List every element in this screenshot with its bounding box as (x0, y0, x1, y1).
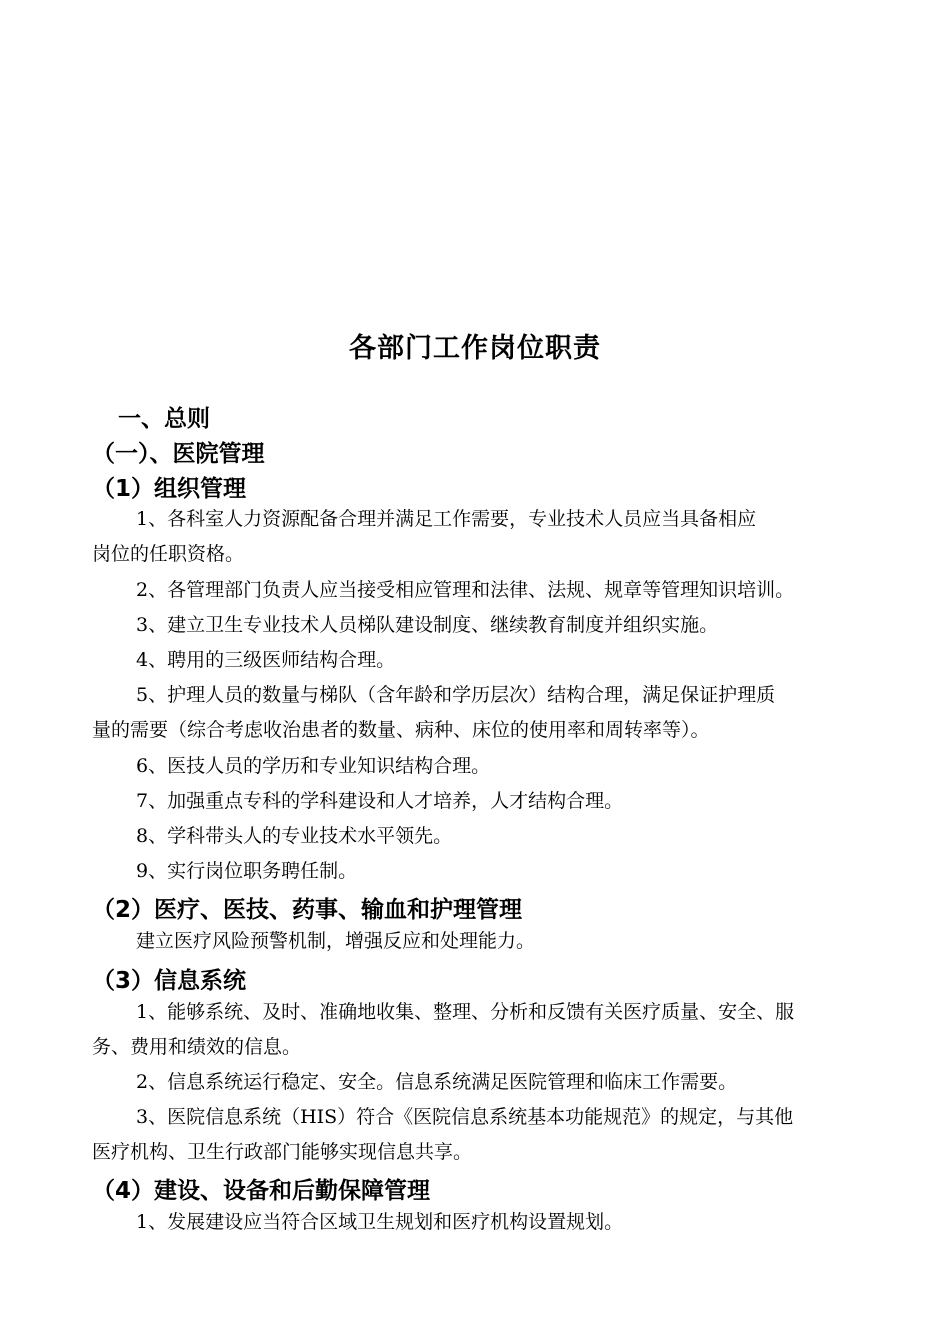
part-heading-information-system: （3）信息系统 (92, 968, 247, 994)
section-heading-general: 一、总则 (118, 406, 210, 432)
part-heading-organization: （1）组织管理 (92, 476, 247, 502)
paragraph-line: 建立医疗风险预警机制，增强反应和处理能力。 (136, 930, 536, 952)
paragraph-line: 岗位的任职资格。 (92, 543, 245, 565)
paragraph-line: 2、信息系统运行稳定、安全。信息系统满足医院管理和临床工作需要。 (136, 1071, 738, 1093)
paragraph-line: 2、各管理部门负责人应当接受相应管理和法律、法规、规章等管理知识培训。 (136, 579, 795, 601)
paragraph-line: 1、各科室人力资源配备合理并满足工作需要，专业技术人员应当具备相应 (136, 508, 757, 530)
paragraph-line: 3、建立卫生专业技术人员梯队建设制度、继续教育制度并组织实施。 (136, 614, 719, 636)
paragraph-line: 7、加强重点专科的学科建设和人才培养，人才结构合理。 (136, 790, 624, 812)
paragraph-line: 医疗机构、卫生行政部门能够实现信息共享。 (92, 1141, 473, 1163)
paragraph-line: 务、费用和绩效的信息。 (92, 1036, 302, 1058)
document-title: 各部门工作岗位职责 (349, 333, 601, 364)
paragraph-line: 8、学科带头人的专业技术水平领先。 (136, 825, 453, 847)
part-heading-construction-equipment: （4）建设、设备和后勤保障管理 (92, 1178, 431, 1204)
part-heading-medical-management: （2）医疗、医技、药事、输血和护理管理 (92, 897, 523, 923)
paragraph-line: 5、护理人员的数量与梯队（含年龄和学历层次）结构合理，满足保证护理质 (136, 684, 776, 706)
paragraph-line: 3、医院信息系统（HIS）符合《医院信息系统基本功能规范》的规定，与其他 (136, 1106, 794, 1128)
paragraph-line: 1、能够系统、及时、准确地收集、整理、分析和反馈有关医疗质量、安全、服 (136, 1001, 795, 1023)
paragraph-line: 量的需要（综合考虑收治患者的数量、病种、床位的使用率和周转率等）。 (92, 719, 710, 741)
paragraph-line: 4、聘用的三级医师结构合理。 (136, 649, 396, 671)
paragraph-line: 6、医技人员的学历和专业知识结构合理。 (136, 755, 491, 777)
paragraph-line: 9、实行岗位职务聘任制。 (136, 860, 358, 882)
subsection-heading-hospital-management: （一）、医院管理 (92, 441, 265, 467)
paragraph-line: 1、发展建设应当符合区域卫生规划和医疗机构设置规划。 (136, 1211, 624, 1233)
